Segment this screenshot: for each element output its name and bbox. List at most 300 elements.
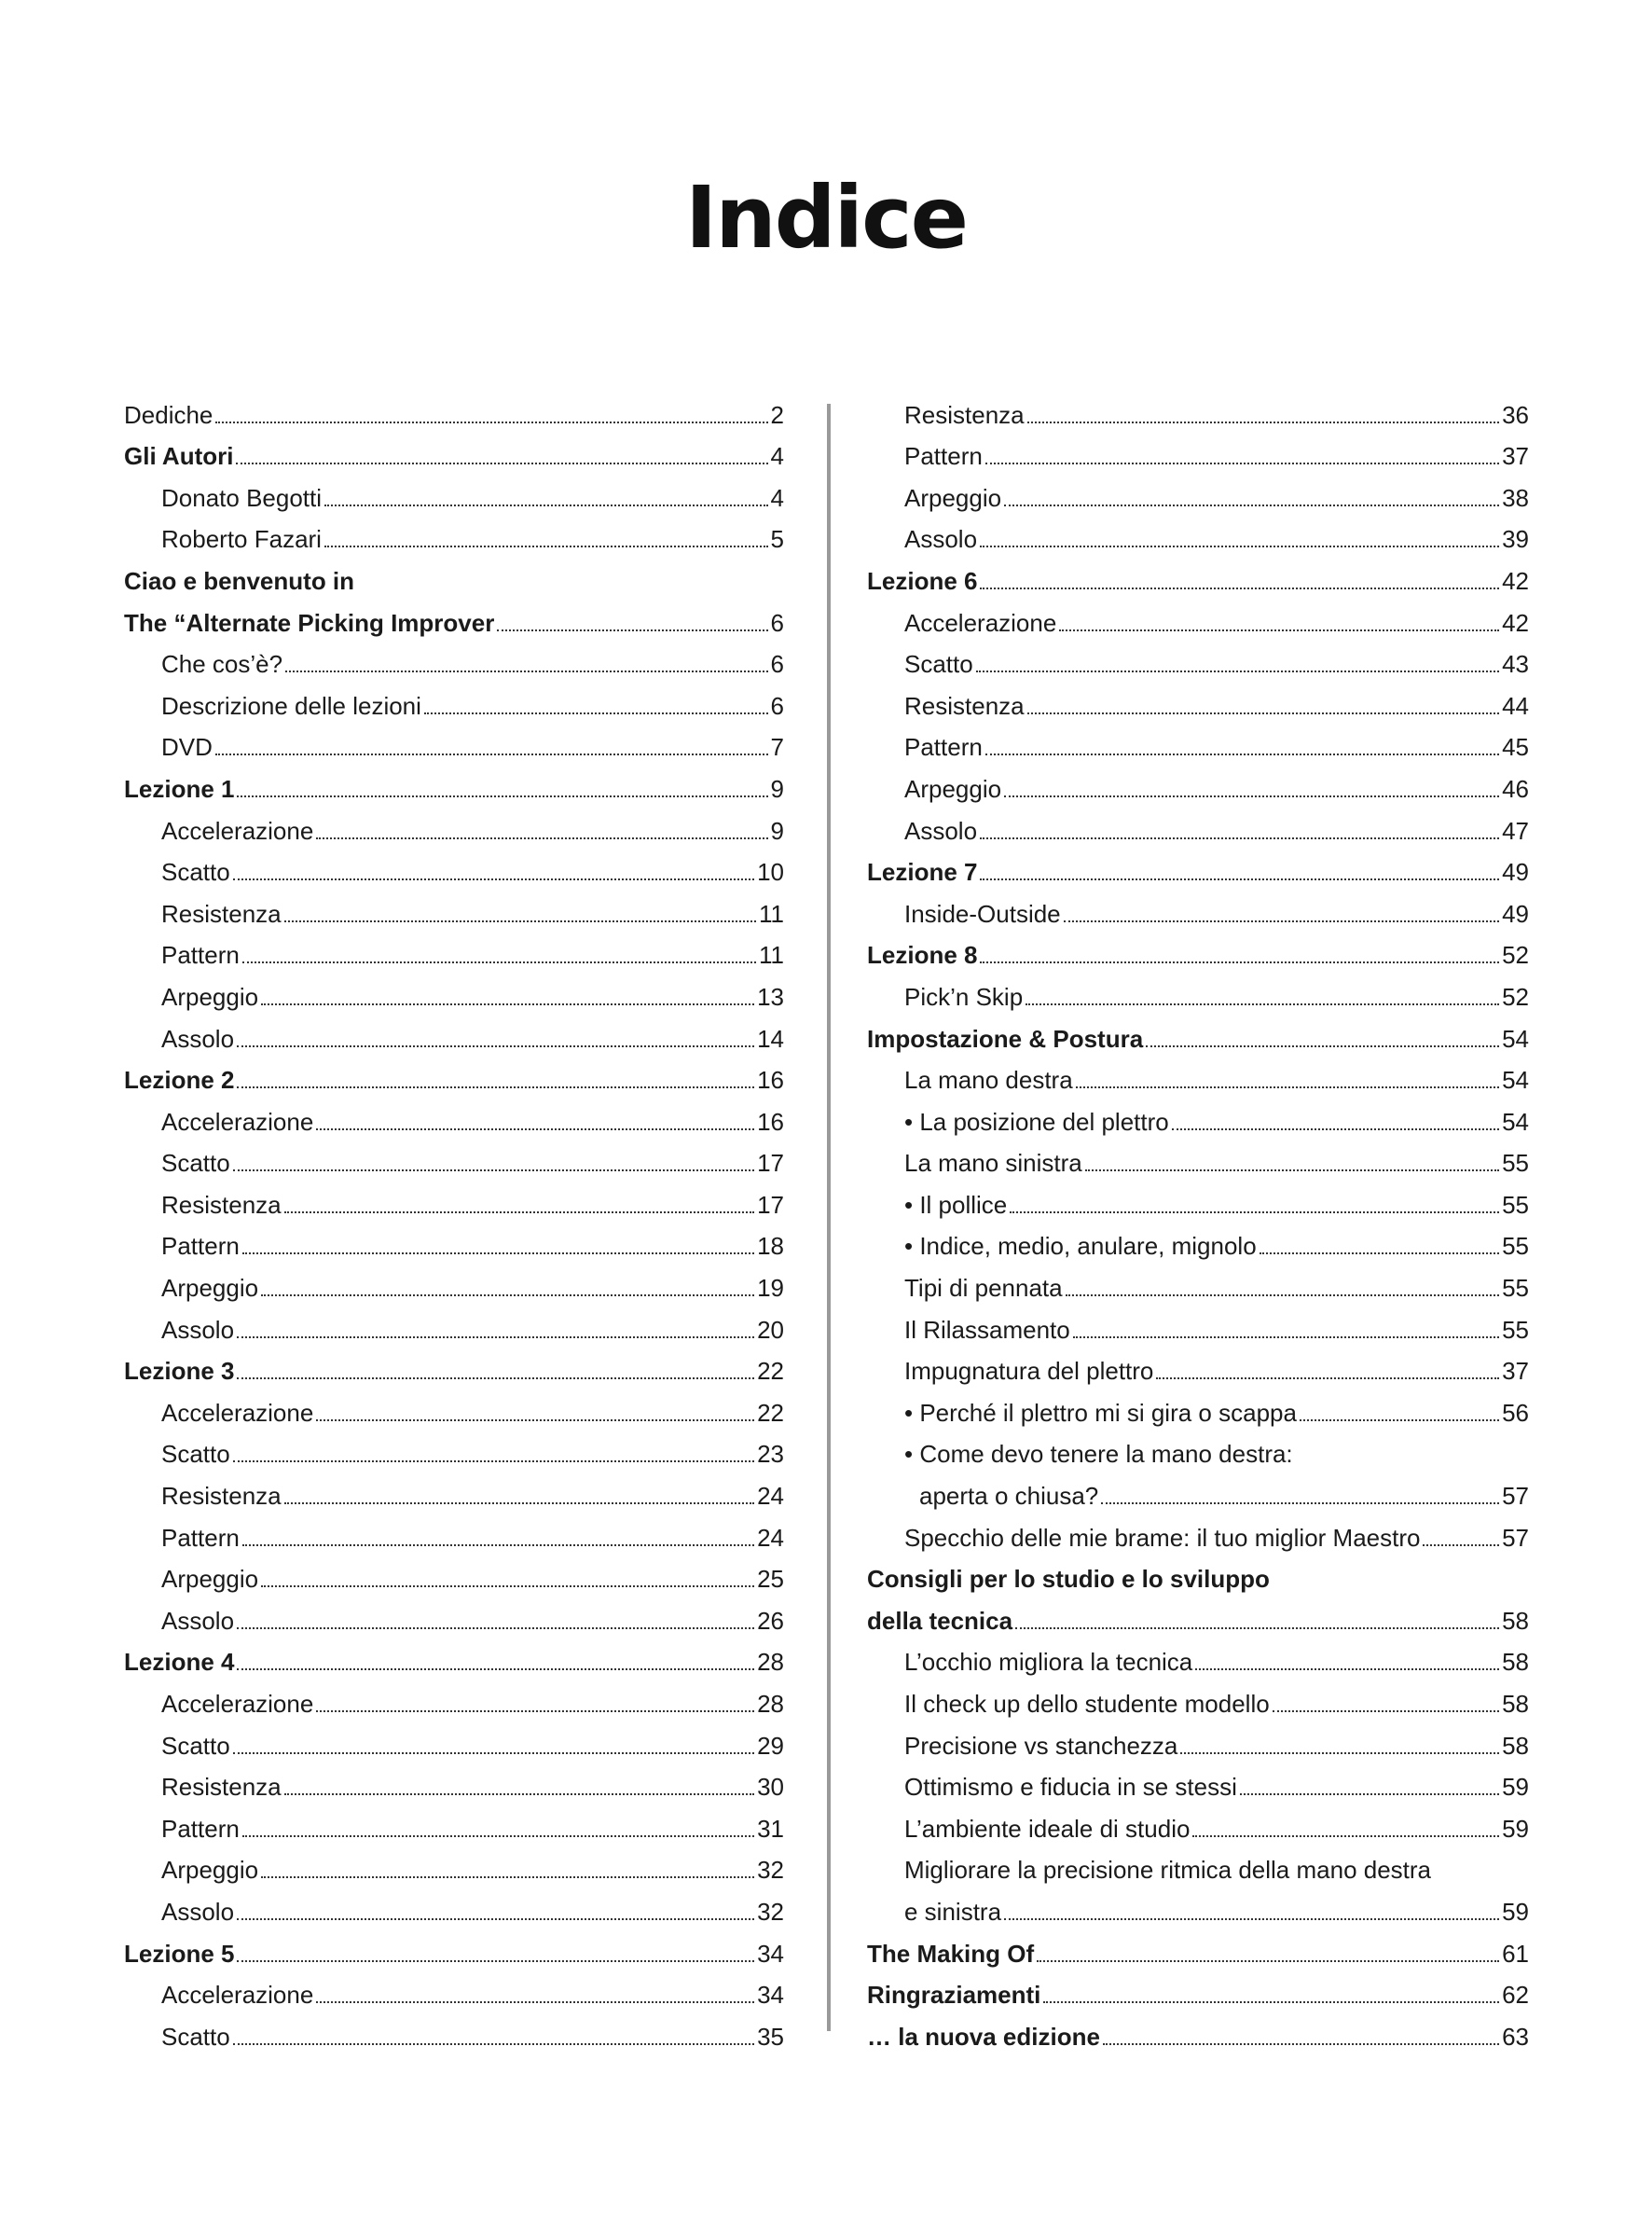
- toc-entry[interactable]: [124, 1517, 784, 1559]
- toc-entry-page: 49: [1502, 899, 1529, 928]
- toc-entry[interactable]: [867, 477, 1529, 519]
- toc-entry-label: • Perché il plettro mi si gira o scappa: [904, 1398, 1297, 1427]
- toc-entry-page: 55: [1502, 1232, 1529, 1261]
- toc-entry-label: Resistenza: [161, 899, 282, 928]
- toc-entry-page: 5: [770, 525, 784, 554]
- toc-entry-label: Assolo: [161, 1897, 235, 1926]
- toc-entry[interactable]: [124, 1018, 784, 1060]
- toc-dot-leader: [980, 837, 1499, 839]
- toc-entry[interactable]: [124, 1767, 784, 1809]
- toc-dot-leader: [316, 2001, 754, 2003]
- toc-entry-page: 16: [757, 1066, 784, 1095]
- toc-entry[interactable]: [124, 1600, 784, 1642]
- toc-entry[interactable]: [124, 893, 784, 935]
- toc-entry[interactable]: [124, 1559, 784, 1601]
- toc-entry-page: 17: [757, 1190, 784, 1219]
- toc-entry-page: 58: [1502, 1648, 1529, 1677]
- toc-dot-leader: [242, 1835, 754, 1837]
- toc-entry-page: 9: [770, 816, 784, 845]
- toc-entry[interactable]: [867, 1891, 1529, 1933]
- toc-entry-label: Accelerazione: [161, 1398, 314, 1427]
- toc-entry[interactable]: [867, 1933, 1529, 1975]
- toc-dot-leader: [237, 1086, 754, 1088]
- toc-entry[interactable]: [867, 935, 1529, 977]
- toc-entry-page: 28: [757, 1648, 784, 1677]
- toc-dot-leader: [1064, 920, 1499, 922]
- toc-entry[interactable]: [124, 727, 784, 769]
- toc-entry[interactable]: [867, 852, 1529, 894]
- toc-entry[interactable]: [867, 685, 1529, 727]
- toc-entry-page: 57: [1502, 1523, 1529, 1552]
- toc-dot-leader: [233, 1752, 754, 1754]
- page-title: Indice: [684, 168, 968, 268]
- toc-entry-label: … la nuova edizione: [867, 2022, 1100, 2051]
- toc-entry[interactable]: [124, 644, 784, 686]
- toc-dot-leader: [1156, 1377, 1499, 1379]
- toc-entry-label: L’occhio migliora la tecnica: [904, 1648, 1193, 1677]
- toc-entry-label: Lezione 1: [124, 774, 235, 803]
- toc-entry-label: Descrizione delle lezioni: [161, 691, 421, 720]
- toc-entry-page: 25: [757, 1565, 784, 1594]
- toc-entry-label: Precisione vs stanchezza: [904, 1731, 1178, 1760]
- toc-entry-label: Pattern: [161, 1814, 240, 1843]
- toc-dot-leader: [1004, 1918, 1499, 1920]
- toc-entry-page: 38: [1502, 483, 1529, 512]
- toc-dot-leader: [237, 1668, 754, 1670]
- toc-entry-page: 37: [1502, 442, 1529, 471]
- toc-entry[interactable]: [867, 1143, 1529, 1185]
- toc-entry-label: Pattern: [161, 1232, 240, 1261]
- toc-entry-page: 11: [759, 941, 784, 970]
- toc-dot-leader: [1260, 1252, 1499, 1254]
- toc-entry-page: 22: [757, 1398, 784, 1427]
- toc-entry[interactable]: [867, 1642, 1529, 1684]
- toc-entry-label: Assolo: [161, 1024, 235, 1053]
- toc-entry-label: Assolo: [161, 1606, 235, 1635]
- toc-dot-leader: [985, 463, 1499, 464]
- toc-dot-leader: [261, 1294, 754, 1296]
- toc-dot-leader: [424, 712, 768, 714]
- toc-entry-label: Lezione 3: [124, 1357, 235, 1386]
- toc-dot-leader: [237, 1918, 754, 1920]
- toc-entry-label: Assolo: [161, 1315, 235, 1344]
- toc-entry-label: Accelerazione: [161, 1107, 314, 1136]
- toc-entry-label: DVD: [161, 733, 213, 762]
- toc-entry[interactable]: [124, 1850, 784, 1892]
- toc-entry[interactable]: [867, 644, 1529, 686]
- toc-entry[interactable]: [124, 560, 784, 602]
- toc-entry-page: 11: [759, 899, 784, 928]
- toc-entry[interactable]: [867, 1767, 1529, 1809]
- toc-entry[interactable]: [867, 1517, 1529, 1559]
- toc-entry-page: 44: [1502, 691, 1529, 720]
- toc-entry[interactable]: [124, 1434, 784, 1476]
- toc-dot-leader: [980, 878, 1499, 880]
- toc-dot-leader: [233, 2043, 754, 2045]
- toc-entry[interactable]: [124, 394, 784, 436]
- toc-entry[interactable]: [124, 1351, 784, 1393]
- toc-entry[interactable]: [124, 2016, 784, 2058]
- toc-entry-label: The “Alternate Picking Improver: [124, 608, 495, 637]
- toc-entry-page: 42: [1502, 566, 1529, 595]
- toc-entry[interactable]: [124, 1642, 784, 1684]
- toc-entry-label: Accelerazione: [161, 1981, 314, 2010]
- toc-entry[interactable]: [867, 1267, 1529, 1309]
- toc-entry-page: 30: [757, 1773, 784, 1802]
- toc-entry-label: Accelerazione: [161, 816, 314, 845]
- toc-entry-label: Il Rilassamento: [904, 1315, 1070, 1344]
- toc-dot-leader: [1037, 1960, 1499, 1962]
- toc-entry[interactable]: [124, 1475, 784, 1517]
- toc-dot-leader: [976, 671, 1499, 672]
- toc-entry[interactable]: [124, 436, 784, 478]
- toc-entry-page: 6: [770, 608, 784, 637]
- toc-entry[interactable]: [124, 852, 784, 894]
- toc-dot-leader: [985, 754, 1499, 755]
- toc-entry[interactable]: [867, 1351, 1529, 1393]
- toc-entry-page: 55: [1502, 1190, 1529, 1219]
- toc-entry-label: Lezione 5: [124, 1939, 235, 1968]
- toc-entry[interactable]: [867, 1725, 1529, 1767]
- toc-dot-leader: [1066, 1294, 1499, 1296]
- toc-entry-page: 17: [757, 1149, 784, 1178]
- toc-left-column: [124, 394, 784, 2058]
- toc-entry-label: Ringraziamenti: [867, 1981, 1041, 2010]
- toc-entry-label: La mano destra: [904, 1066, 1073, 1095]
- toc-entry-label: Accelerazione: [161, 1690, 314, 1718]
- toc-dot-leader: [1172, 1128, 1499, 1130]
- toc-entry-page: 39: [1502, 525, 1529, 554]
- toc-entry[interactable]: [124, 1392, 784, 1434]
- toc-entry-label: Lezione 8: [867, 941, 978, 970]
- toc-entry-label: della tecnica: [867, 1606, 1013, 1635]
- toc-entry[interactable]: [867, 1434, 1529, 1476]
- toc-entry[interactable]: [867, 519, 1529, 561]
- toc-entry-page: 36: [1502, 400, 1529, 429]
- toc-dot-leader: [261, 1876, 754, 1878]
- toc-entry-label: Lezione 6: [867, 566, 978, 595]
- toc-entry-label: Inside-Outside: [904, 899, 1061, 928]
- toc-dot-leader: [233, 1169, 754, 1171]
- toc-entry-page: 46: [1502, 774, 1529, 803]
- toc-entry[interactable]: [867, 1808, 1529, 1850]
- toc-entry[interactable]: [124, 976, 784, 1018]
- toc-entry[interactable]: [124, 1975, 784, 2017]
- toc-entry-label: Arpeggio: [904, 483, 1002, 512]
- toc-dot-leader: [1027, 712, 1499, 714]
- toc-entry[interactable]: [867, 1060, 1529, 1102]
- toc-entry[interactable]: [867, 1226, 1529, 1268]
- toc-dot-leader: [237, 1960, 754, 1962]
- toc-entry-page: 61: [1502, 1939, 1529, 1968]
- toc-entry-page: 49: [1502, 858, 1529, 887]
- toc-dot-leader: [237, 1627, 754, 1629]
- toc-dot-leader: [284, 920, 756, 922]
- toc-entry[interactable]: [124, 1267, 784, 1309]
- toc-entry-page: 29: [757, 1731, 784, 1760]
- toc-entry-label: L’ambiente ideale di studio: [904, 1814, 1191, 1843]
- toc-entry-label: Arpeggio: [161, 1274, 259, 1303]
- toc-entry-page: 34: [757, 1939, 784, 1968]
- toc-dot-leader: [316, 1710, 754, 1712]
- toc-entry-label: Pattern: [904, 733, 983, 762]
- toc-entry[interactable]: [867, 560, 1529, 602]
- toc-entry-page: 10: [757, 858, 784, 887]
- toc-entry-page: 2: [770, 400, 784, 429]
- toc-entry-label: Assolo: [904, 525, 978, 554]
- toc-entry-label: Pattern: [161, 941, 240, 970]
- toc-entry-label: Specchio delle mie brame: il tuo miglior Maestro: [904, 1523, 1421, 1552]
- toc-entry[interactable]: [867, 1683, 1529, 1725]
- toc-entry-label: Roberto Fazari: [161, 525, 322, 554]
- toc-dot-leader: [237, 1045, 754, 1047]
- toc-entry-page: 16: [757, 1107, 784, 1136]
- toc-entry-page: 28: [757, 1690, 784, 1718]
- toc-entry-page: 24: [757, 1482, 784, 1511]
- toc-dot-leader: [242, 1252, 754, 1254]
- toc-dot-leader: [233, 878, 754, 880]
- toc-entry[interactable]: [124, 477, 784, 519]
- toc-entry[interactable]: [124, 1184, 784, 1226]
- toc-entry-label: Arpeggio: [161, 1856, 259, 1885]
- toc-entry-page: 55: [1502, 1315, 1529, 1344]
- toc-entry-label: Il check up dello studente modello: [904, 1690, 1270, 1718]
- toc-entry-page: 62: [1502, 1981, 1529, 2010]
- toc-entry[interactable]: [867, 1975, 1529, 2017]
- toc-entry[interactable]: [867, 1018, 1529, 1060]
- toc-dot-leader: [980, 546, 1499, 547]
- toc-dot-leader: [284, 1502, 754, 1504]
- toc-dot-leader: [324, 546, 768, 547]
- toc-entry-label: Che cos’è?: [161, 650, 283, 679]
- toc-entry-page: 52: [1502, 982, 1529, 1011]
- toc-entry-page: 58: [1502, 1606, 1529, 1635]
- toc-dot-leader: [1026, 1003, 1499, 1005]
- toc-entry-page: 13: [757, 982, 784, 1011]
- toc-dot-leader: [1073, 1336, 1499, 1338]
- toc-entry-page: 55: [1502, 1274, 1529, 1303]
- toc-entry-page: 19: [757, 1274, 784, 1303]
- toc-entry-page: 57: [1502, 1482, 1529, 1511]
- toc-entry[interactable]: [867, 602, 1529, 644]
- toc-entry-page: 22: [757, 1357, 784, 1386]
- toc-entry[interactable]: [867, 394, 1529, 436]
- toc-entry-page: 20: [757, 1315, 784, 1344]
- toc-entry-label: Scatto: [161, 1440, 230, 1469]
- toc-entry[interactable]: [124, 935, 784, 977]
- toc-entry[interactable]: [867, 1475, 1529, 1517]
- toc-entry-label: Impostazione & Postura: [867, 1024, 1144, 1053]
- toc-entry[interactable]: [867, 1559, 1529, 1601]
- toc-entry-page: 6: [770, 650, 784, 679]
- toc-entry-page: 26: [757, 1606, 784, 1635]
- toc-entry-page: 54: [1502, 1024, 1529, 1053]
- toc-entry[interactable]: [867, 768, 1529, 810]
- toc-entry-label: Scatto: [161, 1149, 230, 1178]
- toc-entry-label: Lezione 7: [867, 858, 978, 887]
- toc-entry-page: 14: [757, 1024, 784, 1053]
- toc-entry-page: 59: [1502, 1773, 1529, 1802]
- toc-entry[interactable]: [124, 1683, 784, 1725]
- toc-dot-leader: [1076, 1086, 1499, 1088]
- toc-dot-leader: [215, 422, 767, 423]
- toc-entry-page: 59: [1502, 1897, 1529, 1926]
- toc-entry-page: 32: [757, 1897, 784, 1926]
- toc-entry-label: aperta o chiusa?: [919, 1482, 1099, 1511]
- toc-entry[interactable]: [124, 810, 784, 852]
- toc-entry-page: 35: [757, 2022, 784, 2051]
- toc-entry-page: 6: [770, 691, 784, 720]
- toc-dot-leader: [237, 1377, 754, 1379]
- toc-entry-page: 55: [1502, 1149, 1529, 1178]
- toc-dot-leader: [1423, 1544, 1499, 1546]
- toc-dot-leader: [1101, 1502, 1499, 1504]
- toc-dot-leader: [1103, 2043, 1499, 2045]
- toc-entry-page: 45: [1502, 733, 1529, 762]
- toc-dot-leader: [1010, 1211, 1499, 1213]
- toc-entry[interactable]: [124, 602, 784, 644]
- toc-entry-label: Ciao e benvenuto in: [124, 566, 355, 595]
- toc-right-column: [867, 394, 1529, 2058]
- toc-entry-label: Pick’n Skip: [904, 982, 1024, 1011]
- toc-entry-label: Impugnatura del plettro: [904, 1357, 1154, 1386]
- toc-entry-label: Pattern: [161, 1523, 240, 1552]
- toc-dot-leader: [316, 1128, 754, 1130]
- toc-entry-page: 59: [1502, 1814, 1529, 1843]
- toc-entry[interactable]: [867, 727, 1529, 769]
- toc-entry-page: 18: [757, 1232, 784, 1261]
- toc-entry-page: 37: [1502, 1357, 1529, 1386]
- toc-dot-leader: [1273, 1710, 1499, 1712]
- toc-dot-leader: [236, 463, 767, 464]
- toc-dot-leader: [1015, 1627, 1499, 1629]
- toc-entry[interactable]: [124, 1808, 784, 1850]
- toc-dot-leader: [1085, 1169, 1499, 1171]
- toc-entry-label: Accelerazione: [904, 608, 1057, 637]
- toc-dot-leader: [316, 1419, 754, 1421]
- toc-entry-label: Resistenza: [904, 691, 1025, 720]
- toc-dot-leader: [284, 1211, 754, 1213]
- toc-entry-label: Arpeggio: [161, 1565, 259, 1594]
- toc-dot-leader: [237, 1336, 754, 1338]
- toc-entry[interactable]: [867, 1850, 1529, 1892]
- toc-entry-page: 58: [1502, 1690, 1529, 1718]
- toc-entry[interactable]: [867, 1392, 1529, 1434]
- toc-dot-leader: [1300, 1419, 1499, 1421]
- toc-entry[interactable]: [867, 1184, 1529, 1226]
- toc-entry[interactable]: [124, 1101, 784, 1143]
- toc-dot-leader: [1059, 629, 1499, 631]
- toc-entry-label: Arpeggio: [161, 982, 259, 1011]
- toc-entry-page: 47: [1502, 816, 1529, 845]
- toc-entry[interactable]: [124, 1725, 784, 1767]
- toc-dot-leader: [1240, 1793, 1499, 1795]
- toc-dot-leader: [261, 1003, 754, 1005]
- column-divider: [827, 404, 831, 2031]
- toc-entry-label: Pattern: [904, 442, 983, 471]
- toc-dot-leader: [285, 671, 767, 672]
- toc-entry-label: Resistenza: [161, 1482, 282, 1511]
- toc-entry-label: Dediche: [124, 400, 213, 429]
- toc-entry-label: Scatto: [161, 1731, 230, 1760]
- toc-entry[interactable]: [867, 1309, 1529, 1351]
- toc-entry[interactable]: [867, 1101, 1529, 1143]
- toc-entry-page: 54: [1502, 1066, 1529, 1095]
- toc-entry-page: 54: [1502, 1107, 1529, 1136]
- toc-entry-label: Migliorare la precisione ritmica della mano destra: [904, 1856, 1432, 1885]
- toc-entry-label: Tipi di pennata: [904, 1274, 1063, 1303]
- toc-entry-label: Lezione 2: [124, 1066, 235, 1095]
- toc-entry[interactable]: [124, 1226, 784, 1268]
- toc-entry[interactable]: [124, 1933, 784, 1975]
- toc-entry[interactable]: [124, 685, 784, 727]
- toc-dot-leader: [1192, 1835, 1499, 1837]
- toc-dot-leader: [1146, 1045, 1499, 1047]
- toc-dot-leader: [1004, 505, 1499, 506]
- toc-entry[interactable]: [867, 1600, 1529, 1642]
- toc-entry-page: 4: [770, 483, 784, 512]
- toc-dot-leader: [497, 629, 767, 631]
- toc-entry-label: • Indice, medio, anulare, mignolo: [904, 1232, 1257, 1261]
- toc-entry[interactable]: [867, 2016, 1529, 2058]
- toc-entry[interactable]: [124, 519, 784, 561]
- toc-entry[interactable]: [124, 1143, 784, 1185]
- toc-entry-label: Resistenza: [161, 1773, 282, 1802]
- toc-dot-leader: [242, 961, 756, 963]
- toc-entry-label: Resistenza: [904, 400, 1025, 429]
- toc-dot-leader: [1027, 422, 1499, 423]
- toc-entry-label: • La posizione del plettro: [904, 1107, 1169, 1136]
- toc-dot-leader: [284, 1793, 754, 1795]
- toc-entry-label: Scatto: [904, 650, 973, 679]
- toc-entry-label: • Come devo tenere la mano destra:: [904, 1440, 1293, 1469]
- toc-entry[interactable]: [867, 810, 1529, 852]
- toc-entry-label: Arpeggio: [904, 774, 1002, 803]
- toc-entry-label: Lezione 4: [124, 1648, 235, 1677]
- toc-dot-leader: [1180, 1752, 1499, 1754]
- toc-entry-label: Ottimismo e fiducia in se stessi: [904, 1773, 1237, 1802]
- toc-entry-page: 9: [770, 774, 784, 803]
- toc-dot-leader: [261, 1585, 754, 1587]
- toc-dot-leader: [215, 754, 768, 755]
- toc-entry-page: 34: [757, 1981, 784, 2010]
- toc-entry-label: The Making Of: [867, 1939, 1035, 1968]
- toc-entry-label: La mano sinistra: [904, 1149, 1082, 1178]
- toc-entry[interactable]: [867, 893, 1529, 935]
- toc-dot-leader: [242, 1544, 754, 1546]
- toc-entry[interactable]: [124, 1891, 784, 1933]
- toc-dot-leader: [324, 505, 768, 506]
- toc-entry[interactable]: [124, 768, 784, 810]
- toc-entry[interactable]: [124, 1060, 784, 1102]
- toc-entry[interactable]: [867, 976, 1529, 1018]
- toc-entry-page: 58: [1502, 1731, 1529, 1760]
- toc-dot-leader: [237, 795, 767, 797]
- toc-entry[interactable]: [867, 436, 1529, 478]
- toc-entry-page: 63: [1502, 2022, 1529, 2051]
- toc-dot-leader: [980, 588, 1499, 589]
- toc-entry-label: Scatto: [161, 2022, 230, 2051]
- toc-entry-page: 42: [1502, 608, 1529, 637]
- toc-entry-label: • Il pollice: [904, 1190, 1008, 1219]
- toc-entry-page: 31: [757, 1814, 784, 1843]
- toc-entry-label: Gli Autori: [124, 442, 234, 471]
- toc-entry-label: Donato Begotti: [161, 483, 323, 512]
- toc-entry[interactable]: [124, 1309, 784, 1351]
- toc-dot-leader: [1195, 1668, 1499, 1670]
- toc-entry-page: 23: [757, 1440, 784, 1469]
- toc-entry-label: Resistenza: [161, 1190, 282, 1219]
